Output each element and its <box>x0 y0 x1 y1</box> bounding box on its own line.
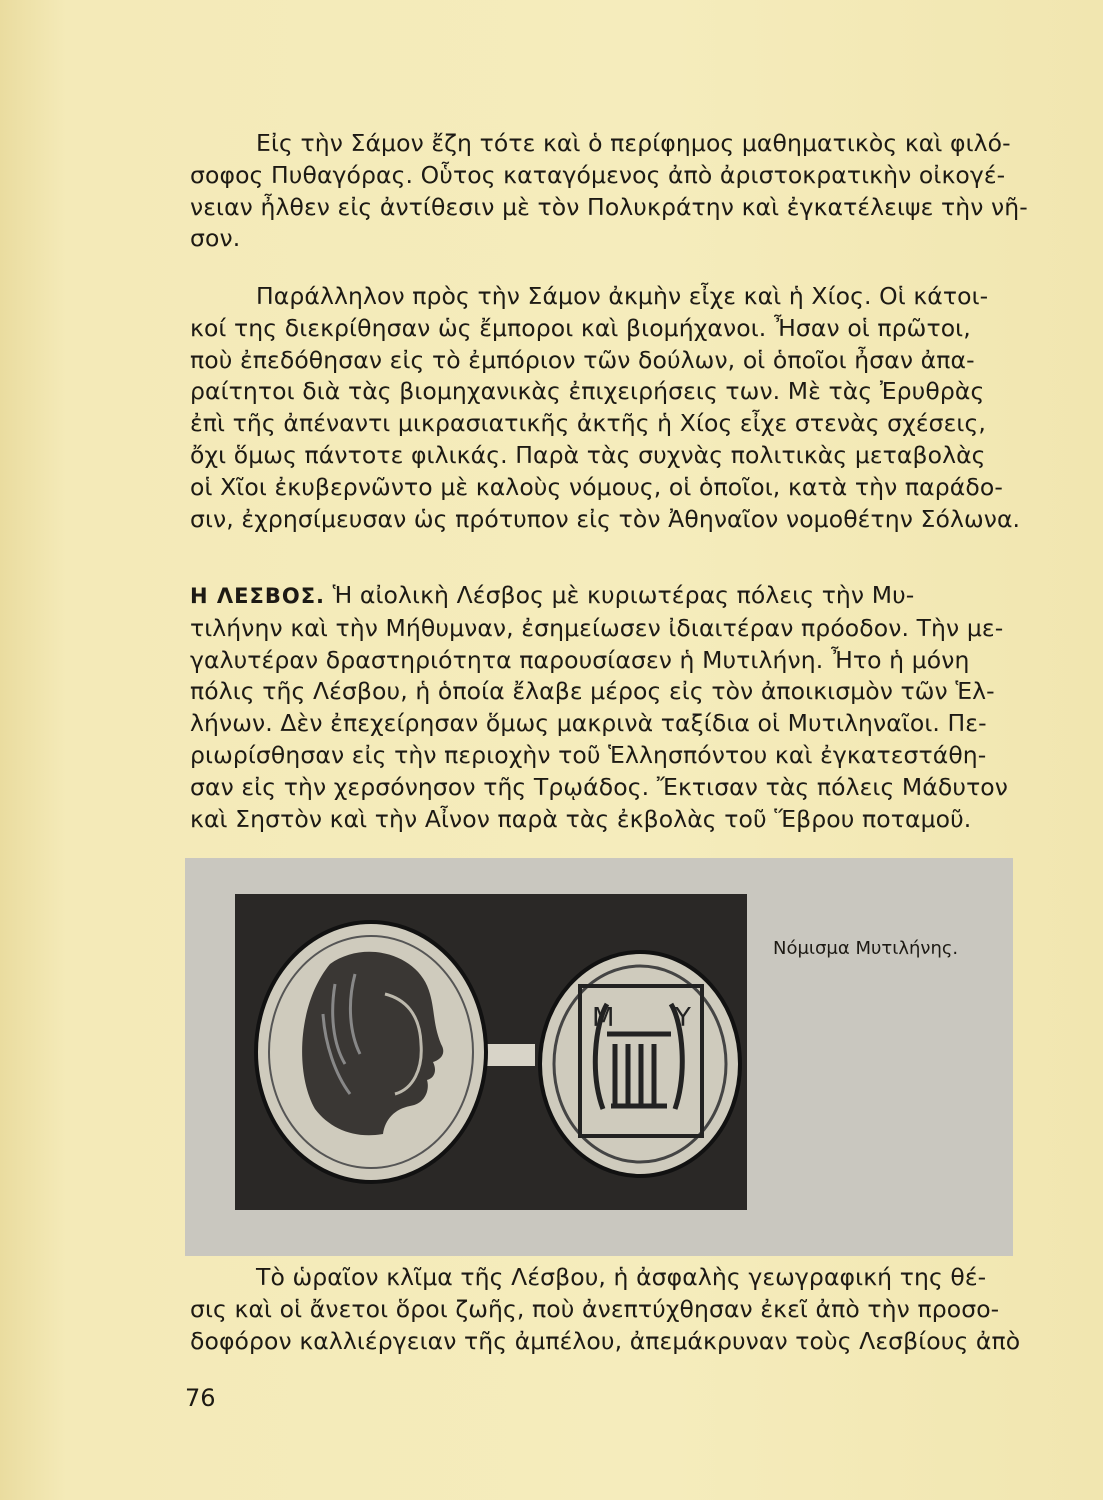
page-number: 76 <box>185 1384 216 1412</box>
paragraph-lesbos-climate <box>190 1262 1030 1357</box>
text-line: οἱ Χῖοι ἐκυβερνῶντο μὲ καλοὺς νόμους, οἱ ὁποῖοι, κατὰ τὴν παράδο- <box>190 472 1003 501</box>
text-line: τιλήνην καὶ τὴν Μήθυμναν, ἐσημείωσεν ἰδιαιτέραν πρόοδον. Τὴν με- <box>190 613 1004 642</box>
text-line: γαλυτέραν δραστηριότητα παρουσίασεν ἡ Μυτιλήνη. Ἦτο ἡ μόνη <box>190 645 970 674</box>
text-line: σον. <box>190 224 241 253</box>
text-run: Ἡ αἰολικὴ Λέσβος μὲ κυριωτέρας πόλεις τὴν Μυ- <box>332 581 915 609</box>
text-line: νειαν ἦλθεν εἰς ἀντίθεσιν μὲ τὸν Πολυκράτην καὶ ἐγκατέλειψε τὴν νῆ- <box>190 192 1028 221</box>
text-line: κοί της διεκρίθησαν ὡς ἔμποροι καὶ βιομήχανοι. Ἦσαν οἱ πρῶτοι, <box>190 313 971 342</box>
text-line: σαν εἰς τὴν χερσόνησον τῆς Τρῳάδος. Ἔκτισαν τὰς πόλεις Μάδυτον <box>190 772 1009 801</box>
coin-image <box>235 894 747 1210</box>
text-line: ριωρίσθησαν εἰς τὴν περιοχὴν τοῦ Ἑλλησπόντου καὶ ἐγκατεστάθη- <box>190 740 987 769</box>
text-line: ραίτητοι διὰ τὰς βιομηχανικὰς ἐπιχειρήσεις των. Μὲ τὰς Ἐρυθρὰς <box>190 377 985 406</box>
text-line: καὶ Σηστὸν καὶ τὴν Αἶνον παρὰ τὰς ἐκβολὰς τοῦ Ἕβρου ποταμοῦ. <box>190 804 972 833</box>
text-line: δοφόρον καλλιέργειαν τῆς ἀμπέλου, ἀπεμάκρυναν τοὺς Λεσβίους ἀπὸ <box>190 1326 1021 1355</box>
text-line <box>190 580 1030 613</box>
text-line: ποὺ ἐπεδόθησαν εἰς τὸ ἐμπόριον τῶν δούλων, οἱ ὁποῖοι ἦσαν ἀπα- <box>190 345 975 374</box>
text-line: σοφος Πυθαγόρας. Οὗτος καταγόμενος ἀπὸ ἀριστοκρατικὴν οἰκογέ- <box>190 160 1006 189</box>
text-line: Τὸ ὡραῖον κλῖμα τῆς Λέσβου, ἡ ἀσφαλὴς γεωγραφική της θέ- <box>256 1263 987 1291</box>
coin-letter-y: Υ <box>675 1003 691 1033</box>
coin-letter-m: Μ <box>592 1003 615 1033</box>
coin-figure <box>185 858 1013 1256</box>
paragraph-lesbos <box>190 580 1030 835</box>
text-line: ἐπὶ τῆς ἀπέναντι μικρασιατικῆς ἀκτῆς ἡ Χίος εἶχε στενὰς σχέσεις, <box>190 409 986 438</box>
text-line: λήνων. Δὲν ἐπεχείρησαν ὅμως μακρινὰ ταξίδια οἱ Μυτιληναῖοι. Πε- <box>190 709 987 738</box>
text-line: Παράλληλον πρὸς τὴν Σάμον ἀκμὴν εἶχε καὶ ἡ Χίος. Οἱ κάτοι- <box>256 282 989 310</box>
section-heading: Η ΛΕΣΒΟΣ. <box>190 584 326 608</box>
text-line: σιν, ἐχρησίμευσαν ὡς πρότυπον εἰς τὸν Ἀθηναῖον νομοθέτην Σόλωνα. <box>190 504 1021 533</box>
text-line: σις καὶ οἱ ἄνετοι ὅροι ζωῆς, ποὺ ἀνεπτύχθησαν ἐκεῖ ἀπὸ τὴν προσο- <box>190 1294 1000 1323</box>
text-line: ὄχι ὅμως πάντοτε φιλικάς. Παρὰ τὰς συχνὰς πολιτικὰς μεταβολὰς <box>190 440 986 469</box>
text-line: Εἰς τὴν Σάμον ἔζη τότε καὶ ὁ περίφημος μαθηματικὸς καὶ φιλό- <box>256 129 1011 157</box>
paragraph-pythagoras <box>190 128 1030 255</box>
text-line: πόλις τῆς Λέσβου, ἡ ὁποία ἔλαβε μέρος εἰς τὸν ἀποικισμὸν τῶν Ἑλ- <box>190 677 995 706</box>
paragraph-chios <box>190 281 1030 535</box>
figure-caption: Νόμισμα Μυτιλήνης. <box>773 938 959 959</box>
